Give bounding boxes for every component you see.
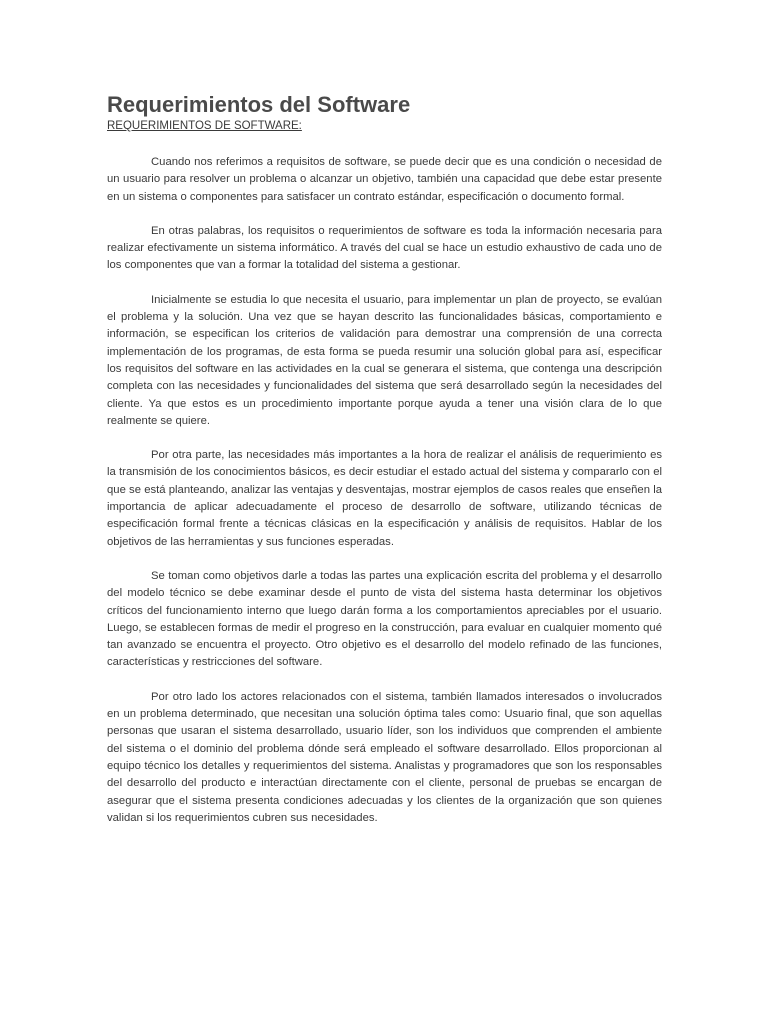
paragraph-3: Inicialmente se estudia lo que necesita el usuario, para implementar un plan de proyecto, se evalúan el problema y la solución. Una vez que se hayan descrito las funcionalidades básicas, comportamiento e información, se especifican los criterios de validación para demostrar una comprensión de una correcta implementación de los programas, de esta forma se pueda resumir una solución global para así, especificar los requisitos del software en las actividades en la cual se generara el sistema, que contenga una descripción completa con las necesidades y funcionalidades del sistema que será desarrollado según la necesidades del cliente. Ya que estos es un procedimiento importante porque ayuda a tener una visión clara de lo que realmente se quiere. bbox=[107, 293, 662, 427]
document-title: Requerimientos del Software bbox=[107, 92, 411, 117]
paragraph-6: Por otro lado los actores relacionados con el sistema, también llamados interesados o involucrados en un problema determinado, que necesitan una solución óptima tales como: Usuario final, que son aquellas personas que usaran el sistema desarrollado, usuario líder, son los individuos que comprenden el ambiente del sistema o el dominio del problema dónde será empleado el software desarrollado. Ellos proporcionan al equipo técnico los detalles y requerimientos del sistema. Analistas y programadores que son los responsables del desarrollo del producto e interactúan directamente con el cliente, personal de pruebas se encargan de asegurar que el sistema presenta condiciones adecuadas y los clientes de la organización que son quienes validan si los requerimientos cubren sus necesidades. bbox=[107, 690, 662, 824]
paragraph-5: Se toman como objetivos darle a todas las partes una explicación escrita del problema y el desarrollo del modelo técnico se debe examinar desde el punto de vista del sistema hasta determinar los objetivos críticos del funcionamiento interno que luego darán forma a los comportamientos apreciables por el usuario. Luego, se establecen formas de medir el progreso en la construcción, para evaluar en cualquier momento qué tan avanzado se encuentra el proyecto. Otro objetivo es el desarrollo del modelo refinado de las funciones, características y restricciones del software. bbox=[107, 569, 662, 669]
paragraph-4: Por otra parte, las necesidades más importantes a la hora de realizar el análisis de requerimiento es la transmisión de los conocimientos básicos, es decir estudiar el estado actual del sistema y compararlo con el que se está planteando, analizar las ventajas y desventajas, mostrar ejemplos de casos reales que enseñen la importancia de aplicar adecuadamente el proceso de desarrollo de software, utilizando técnicas de especificación formal frente a técnicas clásicas en la especificación y análisis de requisitos. Hablar de los objetivos de las herramientas y sus funciones esperadas. bbox=[107, 449, 662, 548]
document-body bbox=[107, 92, 662, 844]
document-subtitle: REQUERIMIENTOS DE SOFTWARE: bbox=[107, 120, 302, 132]
paragraph-2: En otras palabras, los requisitos o requerimientos de software es toda la información necesaria para realizar efectivamente un sistema informático. A través del cual se hace un estudio exhaustivo de cada uno de los componentes que van a formar la totalidad del sistema a gestionar. bbox=[107, 224, 662, 272]
paragraph-1: Cuando nos referimos a requisitos de software, se puede decir que es una condición o necesidad de un usuario para resolver un problema o alcanzar un objetivo, también una capacidad que debe estar presente en un sistema o componentes para satisfacer un contrato estándar, especificación o documento formal. bbox=[107, 156, 662, 203]
